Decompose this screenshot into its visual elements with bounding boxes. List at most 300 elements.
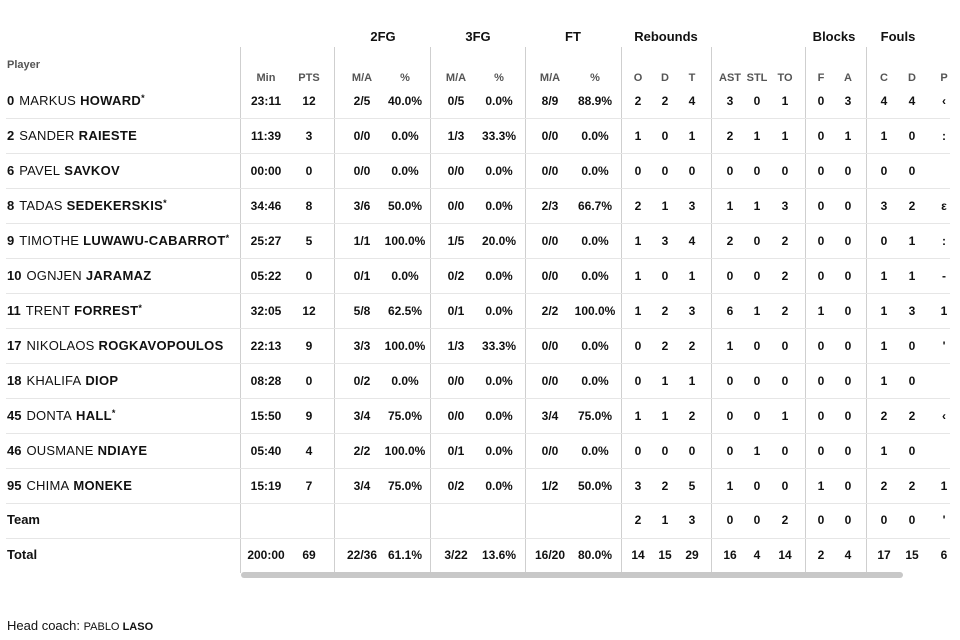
stat-column-header[interactable]: F bbox=[817, 72, 825, 84]
stat-cell: 20.0% bbox=[481, 234, 517, 248]
column-divider bbox=[430, 47, 431, 573]
player-last-name: DIOP bbox=[85, 373, 119, 388]
player-number: 95 bbox=[7, 478, 22, 493]
stat-cell: 0 bbox=[753, 409, 761, 423]
stat-cell: 0.0% bbox=[581, 129, 609, 143]
player-number: 0 bbox=[7, 93, 15, 108]
stat-cell: 0.0% bbox=[485, 94, 513, 108]
team-row-label: Team bbox=[7, 512, 40, 527]
stat-cell: 0/1 bbox=[447, 444, 465, 458]
stat-cell: 4 bbox=[688, 234, 696, 248]
stat-cell: 5 bbox=[305, 234, 313, 248]
stat-cell: 0 bbox=[844, 513, 852, 527]
stat-cell: 0.0% bbox=[485, 269, 513, 283]
player-first-name: OGNJEN bbox=[26, 268, 82, 283]
stat-cell: 0 bbox=[817, 129, 825, 143]
head-coach bbox=[7, 618, 153, 633]
stat-cell: 0 bbox=[817, 94, 825, 108]
stat-cell: 3 bbox=[688, 513, 696, 527]
stat-cell: 0 bbox=[305, 374, 313, 388]
stat-column-header[interactable]: M/A bbox=[445, 72, 467, 84]
player-first-name: TIMOTHE bbox=[19, 233, 80, 248]
stat-cell: 9 bbox=[305, 339, 313, 353]
stat-column-header[interactable]: Min bbox=[256, 72, 276, 84]
starter-marker-icon: * bbox=[111, 408, 116, 418]
row-divider bbox=[6, 118, 950, 119]
player-last-name: SAVKOV bbox=[64, 163, 120, 178]
stat-cell: 1/3 bbox=[447, 129, 465, 143]
stat-cell: 0 bbox=[753, 164, 761, 178]
stat-cell: 1 bbox=[661, 374, 669, 388]
player-last-name: LUWAWU-CABARROT bbox=[83, 233, 226, 248]
stat-cell: 88.9% bbox=[577, 94, 613, 108]
stat-cell: 3 bbox=[844, 94, 852, 108]
stat-cell: 0 bbox=[817, 513, 825, 527]
stat-column-header[interactable]: A bbox=[844, 72, 852, 84]
stat-cell: 0 bbox=[844, 409, 852, 423]
stat-cell: 0.0% bbox=[581, 164, 609, 178]
stat-cell: 0.0% bbox=[581, 234, 609, 248]
stat-cell: 0 bbox=[726, 444, 734, 458]
player-first-name: OUSMANE bbox=[26, 443, 94, 458]
stat-cell: 1/1 bbox=[353, 234, 371, 248]
stat-column-header[interactable]: M/A bbox=[351, 72, 373, 84]
stat-cell: 1 bbox=[880, 269, 888, 283]
stat-cell: 05:40 bbox=[250, 444, 282, 458]
stat-cell: 4 bbox=[908, 94, 916, 108]
stat-cell: 100.0% bbox=[384, 339, 426, 353]
player-number: 11 bbox=[7, 303, 21, 318]
stat-cell: 0.0% bbox=[391, 164, 419, 178]
stat-cell: 0 bbox=[844, 374, 852, 388]
stat-cell: 0 bbox=[634, 374, 642, 388]
stat-cell: 1 bbox=[940, 479, 948, 493]
stat-cell: 0/0 bbox=[541, 269, 559, 283]
stat-cell: 3 bbox=[781, 199, 789, 213]
stat-cell: 0/1 bbox=[353, 269, 371, 283]
stat-cell: 5 bbox=[688, 479, 696, 493]
stat-cell: 0.0% bbox=[485, 304, 513, 318]
stat-cell: 4 bbox=[844, 548, 852, 562]
row-divider bbox=[6, 258, 950, 259]
stat-cell: 34:46 bbox=[250, 199, 282, 213]
head-coach-name bbox=[84, 621, 154, 633]
player-name[interactable] bbox=[7, 233, 229, 248]
stat-column-header[interactable]: % bbox=[494, 72, 504, 84]
stat-cell: 4 bbox=[688, 94, 696, 108]
stat-cell: 200:00 bbox=[247, 548, 285, 562]
stat-cell: 69 bbox=[302, 548, 316, 562]
stat-cell: 75.0% bbox=[387, 409, 423, 423]
stat-cell: 0 bbox=[781, 444, 789, 458]
stat-cell: 05:22 bbox=[250, 269, 282, 283]
stat-cell: 14 bbox=[631, 548, 645, 562]
stat-cell: 4 bbox=[753, 548, 761, 562]
stat-cell: 0 bbox=[688, 444, 696, 458]
stat-cell: 0 bbox=[661, 444, 669, 458]
stat-cell: 0/0 bbox=[447, 199, 465, 213]
stat-cell: - bbox=[942, 269, 946, 283]
stat-cell: 0/0 bbox=[353, 164, 371, 178]
stat-cell: 2/3 bbox=[541, 199, 559, 213]
stat-cell: 0.0% bbox=[581, 374, 609, 388]
stat-cell: 3/4 bbox=[541, 409, 559, 423]
stat-cell: 0.0% bbox=[391, 129, 419, 143]
stat-cell: 0 bbox=[844, 444, 852, 458]
player-name[interactable] bbox=[7, 163, 120, 178]
player-name[interactable] bbox=[7, 338, 224, 353]
stat-cell: 0 bbox=[305, 269, 313, 283]
stat-cell: 4 bbox=[305, 444, 313, 458]
stat-cell: 3/4 bbox=[353, 409, 371, 423]
stat-cell: 0 bbox=[661, 129, 669, 143]
stat-cell: 0 bbox=[817, 269, 825, 283]
player-column-header: Player bbox=[7, 59, 41, 71]
stat-cell: 2 bbox=[634, 199, 642, 213]
group-header: 2FG bbox=[370, 29, 396, 44]
stat-cell: 1 bbox=[781, 409, 789, 423]
stat-cell: 1 bbox=[908, 269, 916, 283]
stat-cell: 33.3% bbox=[481, 339, 517, 353]
stat-cell: 0/5 bbox=[447, 94, 465, 108]
stat-column-header[interactable]: AST bbox=[719, 72, 741, 84]
stat-cell: 2 bbox=[880, 409, 888, 423]
stat-cell: ' bbox=[942, 513, 946, 527]
group-header: 3FG bbox=[465, 29, 491, 44]
stat-cell: 0 bbox=[817, 199, 825, 213]
stat-cell: 2/2 bbox=[353, 444, 371, 458]
stat-cell: 0 bbox=[844, 304, 852, 318]
stat-cell: 3/3 bbox=[353, 339, 371, 353]
row-divider bbox=[6, 223, 950, 224]
stat-cell: 0.0% bbox=[581, 339, 609, 353]
stat-cell: 0/2 bbox=[447, 479, 465, 493]
stat-cell: 0 bbox=[688, 164, 696, 178]
stat-cell: : bbox=[942, 234, 946, 248]
column-divider bbox=[866, 47, 867, 573]
stat-cell: 1 bbox=[634, 269, 642, 283]
stat-column-header[interactable]: C bbox=[880, 72, 888, 84]
row-divider bbox=[6, 538, 950, 539]
stat-cell: 0 bbox=[817, 409, 825, 423]
stat-cell: 0 bbox=[753, 374, 761, 388]
stat-cell: 14 bbox=[778, 548, 792, 562]
stat-cell: 0 bbox=[634, 164, 642, 178]
stat-cell: 50.0% bbox=[577, 479, 613, 493]
stat-cell: 0/0 bbox=[447, 409, 465, 423]
head-coach-label: Head coach: bbox=[7, 618, 80, 633]
stat-column-header[interactable]: D bbox=[661, 72, 669, 84]
stat-cell: 1 bbox=[781, 94, 789, 108]
group-header: Blocks bbox=[812, 29, 856, 44]
player-last-name: MONEKE bbox=[73, 478, 133, 493]
stat-cell: 1 bbox=[688, 129, 696, 143]
stat-cell: 1/2 bbox=[541, 479, 559, 493]
stat-cell: 3 bbox=[634, 479, 642, 493]
player-number: 9 bbox=[7, 233, 15, 248]
stat-cell: 12 bbox=[302, 304, 316, 318]
stat-cell: 17 bbox=[877, 548, 891, 562]
stat-cell: 2 bbox=[661, 94, 669, 108]
stat-cell: 2 bbox=[908, 409, 916, 423]
player-last-name: FORREST bbox=[74, 303, 139, 318]
row-divider bbox=[6, 188, 950, 189]
stat-cell: 22/36 bbox=[346, 548, 378, 562]
stat-cell: 6 bbox=[726, 304, 734, 318]
stat-cell: 0 bbox=[634, 444, 642, 458]
stat-cell: 0 bbox=[753, 94, 761, 108]
stat-cell: 1 bbox=[817, 304, 825, 318]
stat-cell: 0/1 bbox=[447, 304, 465, 318]
stat-cell: 1 bbox=[781, 129, 789, 143]
stat-cell: 0/0 bbox=[353, 129, 371, 143]
stat-cell: 0 bbox=[661, 269, 669, 283]
stat-cell: 22:13 bbox=[250, 339, 282, 353]
stat-cell: 1 bbox=[880, 129, 888, 143]
stat-cell: 1 bbox=[753, 129, 761, 143]
stat-column-header[interactable]: % bbox=[590, 72, 600, 84]
stat-cell: 2 bbox=[688, 409, 696, 423]
stat-cell: 0 bbox=[781, 374, 789, 388]
stat-cell: 25:27 bbox=[250, 234, 282, 248]
stat-cell: 15:19 bbox=[250, 479, 282, 493]
stat-cell: 0 bbox=[908, 164, 916, 178]
stat-cell: 2 bbox=[634, 94, 642, 108]
stat-cell: 0 bbox=[753, 269, 761, 283]
stat-cell: 1 bbox=[817, 479, 825, 493]
stat-cell: 0.0% bbox=[485, 164, 513, 178]
stat-cell: 3 bbox=[688, 199, 696, 213]
stat-column-header[interactable]: TO bbox=[777, 72, 793, 84]
stat-cell: 6 bbox=[940, 548, 948, 562]
stat-cell: 00:00 bbox=[250, 164, 282, 178]
stat-cell: 0 bbox=[908, 444, 916, 458]
player-last-name: SEDEKERSKIS bbox=[66, 198, 164, 213]
stat-cell: 33.3% bbox=[481, 129, 517, 143]
stat-cell: ε bbox=[941, 199, 947, 213]
stat-cell: 0 bbox=[817, 374, 825, 388]
row-divider bbox=[6, 153, 950, 154]
starter-marker-icon: * bbox=[141, 93, 145, 103]
stat-cell: 2 bbox=[817, 548, 825, 562]
player-last-name: JARAMAZ bbox=[85, 268, 152, 283]
stat-cell: 29 bbox=[685, 548, 699, 562]
stat-cell: 0 bbox=[726, 269, 734, 283]
stat-column-header[interactable]: P bbox=[940, 72, 948, 84]
stat-cell: 0.0% bbox=[581, 269, 609, 283]
player-last-name: HOWARD bbox=[80, 93, 142, 108]
player-first-name: MARKUS bbox=[19, 93, 77, 108]
stat-cell: 0 bbox=[817, 164, 825, 178]
column-divider bbox=[711, 47, 712, 573]
stat-cell: 0.0% bbox=[485, 479, 513, 493]
stat-cell: 2/2 bbox=[541, 304, 559, 318]
stat-cell: 0 bbox=[908, 339, 916, 353]
stat-cell: 0 bbox=[753, 513, 761, 527]
stat-cell: 62.5% bbox=[387, 304, 423, 318]
player-name[interactable] bbox=[7, 268, 152, 283]
row-divider bbox=[6, 398, 950, 399]
player-name[interactable] bbox=[7, 373, 118, 388]
stat-cell: 0 bbox=[753, 339, 761, 353]
player-number: 17 bbox=[7, 338, 22, 353]
stat-cell: 1/3 bbox=[447, 339, 465, 353]
row-divider bbox=[6, 468, 950, 469]
horizontal-scrollbar[interactable] bbox=[241, 572, 903, 578]
player-name[interactable] bbox=[7, 198, 167, 213]
stat-cell: ' bbox=[942, 339, 946, 353]
column-divider bbox=[525, 47, 526, 573]
stat-cell: 61.1% bbox=[387, 548, 423, 562]
stat-cell: 3 bbox=[880, 199, 888, 213]
row-divider bbox=[6, 433, 950, 434]
stat-cell: 0 bbox=[880, 513, 888, 527]
group-header: Fouls bbox=[880, 29, 916, 44]
stat-cell: 1 bbox=[880, 304, 888, 318]
stat-cell: 1 bbox=[880, 374, 888, 388]
stat-cell: 0/0 bbox=[541, 444, 559, 458]
stat-cell: 1 bbox=[753, 444, 761, 458]
stat-cell: 0/2 bbox=[353, 374, 371, 388]
player-number: 46 bbox=[7, 443, 22, 458]
stat-cell: 1 bbox=[940, 304, 948, 318]
stat-column-header[interactable]: O bbox=[633, 72, 643, 84]
player-number: 10 bbox=[7, 268, 22, 283]
stat-cell: 0 bbox=[844, 479, 852, 493]
stat-cell: 1 bbox=[634, 409, 642, 423]
starter-marker-icon: * bbox=[163, 198, 167, 208]
stat-cell: 15 bbox=[658, 548, 672, 562]
player-number: 2 bbox=[7, 128, 15, 143]
stat-cell: 9 bbox=[305, 409, 313, 423]
stat-cell: 0 bbox=[726, 374, 734, 388]
player-first-name: CHIMA bbox=[26, 478, 70, 493]
player-name[interactable] bbox=[7, 443, 147, 458]
row-divider bbox=[6, 328, 950, 329]
stat-column-header[interactable]: T bbox=[688, 72, 696, 84]
column-divider bbox=[805, 47, 806, 573]
stat-cell: 0/0 bbox=[447, 164, 465, 178]
stat-cell: : bbox=[942, 129, 946, 143]
stat-cell: 0 bbox=[817, 339, 825, 353]
stat-cell: 3 bbox=[688, 304, 696, 318]
stat-cell: 0/2 bbox=[447, 269, 465, 283]
stat-cell: 40.0% bbox=[387, 94, 423, 108]
stat-cell: 3/6 bbox=[353, 199, 371, 213]
player-last-name: ROGKAVOPOULOS bbox=[98, 338, 224, 353]
stat-cell: 2 bbox=[661, 339, 669, 353]
stat-cell: 0.0% bbox=[485, 409, 513, 423]
stat-cell: 2 bbox=[781, 513, 789, 527]
stat-cell: 1 bbox=[726, 479, 734, 493]
stat-cell: 0 bbox=[908, 513, 916, 527]
stat-column-header[interactable]: M/A bbox=[539, 72, 561, 84]
row-divider bbox=[6, 363, 950, 364]
stat-cell: 3/4 bbox=[353, 479, 371, 493]
stat-cell: 2 bbox=[781, 304, 789, 318]
player-name[interactable] bbox=[7, 478, 132, 493]
coach-last-name: LASO bbox=[122, 621, 154, 633]
stat-cell: 2 bbox=[781, 269, 789, 283]
stat-cell: 0 bbox=[726, 164, 734, 178]
player-number: 45 bbox=[7, 408, 22, 423]
stat-column-header[interactable]: D bbox=[908, 72, 916, 84]
player-name[interactable] bbox=[7, 128, 137, 143]
stat-cell: 2 bbox=[908, 199, 916, 213]
stat-cell: 16/20 bbox=[534, 548, 566, 562]
stat-cell: 3 bbox=[908, 304, 916, 318]
stat-cell: 0 bbox=[634, 339, 642, 353]
stat-cell: 23:11 bbox=[250, 94, 282, 108]
stat-cell: 0/0 bbox=[541, 129, 559, 143]
stat-column-header[interactable]: % bbox=[400, 72, 410, 84]
stat-cell: 0 bbox=[880, 234, 888, 248]
player-last-name: RAIESTE bbox=[78, 128, 138, 143]
stat-cell: 50.0% bbox=[387, 199, 423, 213]
stat-cell: 0 bbox=[844, 234, 852, 248]
stat-cell: 0 bbox=[781, 164, 789, 178]
player-first-name: DONTA bbox=[26, 408, 73, 423]
stat-cell: 0 bbox=[880, 164, 888, 178]
stat-cell: 3 bbox=[726, 94, 734, 108]
stat-cell: 0.0% bbox=[485, 199, 513, 213]
stat-cell: 2 bbox=[688, 339, 696, 353]
stat-cell: 5/8 bbox=[353, 304, 371, 318]
stat-cell: 16 bbox=[723, 548, 737, 562]
stat-cell: 1 bbox=[661, 513, 669, 527]
player-first-name: NIKOLAOS bbox=[26, 338, 95, 353]
stat-cell: 1/5 bbox=[447, 234, 465, 248]
stat-cell: 80.0% bbox=[577, 548, 613, 562]
stat-cell: 12 bbox=[302, 94, 316, 108]
stat-cell: 15:50 bbox=[250, 409, 282, 423]
stat-cell: 1 bbox=[844, 129, 852, 143]
stat-cell: 1 bbox=[634, 304, 642, 318]
player-name[interactable] bbox=[7, 303, 142, 318]
stat-cell: 0.0% bbox=[391, 374, 419, 388]
stat-cell: 1 bbox=[726, 339, 734, 353]
stat-cell: 2 bbox=[880, 479, 888, 493]
stat-cell: 3/22 bbox=[444, 548, 468, 562]
player-number: 6 bbox=[7, 163, 15, 178]
stat-cell: 0 bbox=[844, 164, 852, 178]
stat-cell: 0 bbox=[908, 129, 916, 143]
stat-cell: 1 bbox=[688, 374, 696, 388]
stat-cell: ‹ bbox=[942, 409, 946, 423]
stat-cell: 2 bbox=[726, 234, 734, 248]
player-name[interactable] bbox=[7, 408, 115, 423]
stat-cell: 2 bbox=[661, 304, 669, 318]
stat-cell: 0/0 bbox=[541, 164, 559, 178]
stat-cell: 1 bbox=[753, 304, 761, 318]
group-header: Rebounds bbox=[634, 29, 698, 44]
stat-cell: 4 bbox=[880, 94, 888, 108]
stat-column-header[interactable]: STL bbox=[746, 72, 768, 84]
player-first-name: TADAS bbox=[19, 198, 63, 213]
column-divider bbox=[621, 47, 622, 573]
stat-cell: 8 bbox=[305, 199, 313, 213]
stat-cell: 1 bbox=[634, 129, 642, 143]
player-first-name: TRENT bbox=[25, 303, 71, 318]
stat-cell: 0 bbox=[753, 234, 761, 248]
player-name[interactable] bbox=[7, 93, 145, 108]
starter-marker-icon: * bbox=[138, 303, 142, 313]
stat-cell: 0 bbox=[844, 269, 852, 283]
stat-cell: 0 bbox=[817, 234, 825, 248]
stat-column-header[interactable]: PTS bbox=[298, 72, 320, 84]
stat-cell: 0 bbox=[726, 513, 734, 527]
player-number: 18 bbox=[7, 373, 22, 388]
